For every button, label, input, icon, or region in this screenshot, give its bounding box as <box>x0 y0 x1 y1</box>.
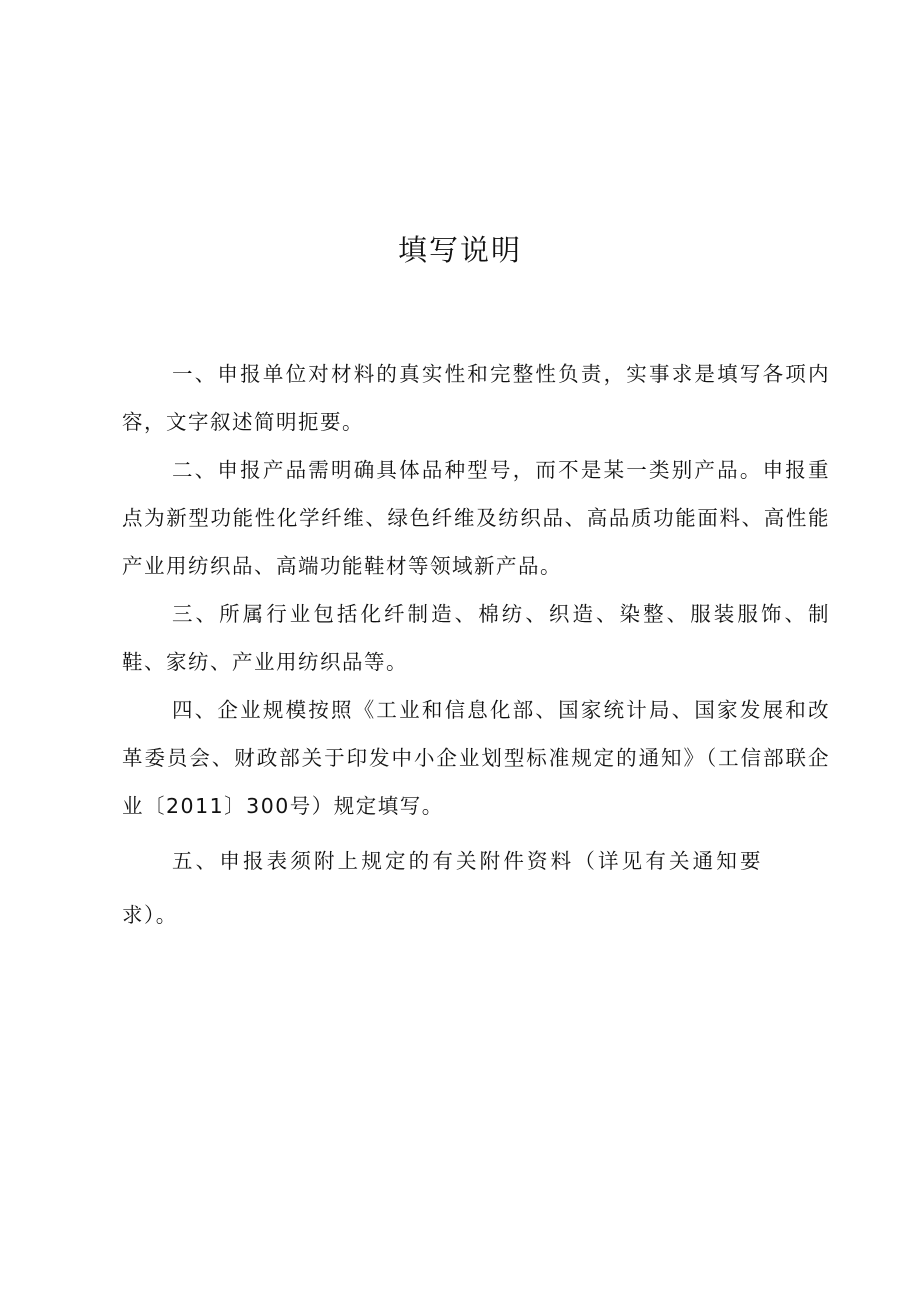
page-title: 填写说明 <box>397 233 522 267</box>
instruction-paragraph-3: 三、所属行业包括化纤制造、棉纺、织造、染整、服装服饰、制鞋、家纺、产业用纺织品等。 <box>122 602 830 674</box>
instruction-paragraph-1: 一、申报单位对材料的真实性和完整性负责，实事求是填写各项内容，文字叙述简明扼要。 <box>122 362 830 434</box>
instruction-paragraph-2: 二、申报产品需明确具体品种型号，而不是某一类别产品。申报重点为新型功能性化学纤维、绿色纤维及纺织品、高品质功能面料、高性能产业用纺织品、高端功能鞋材等领域新产品。 <box>122 458 830 578</box>
instruction-paragraph-5: 五、申报表须附上规定的有关附件资料（详见有关通知要求）。 <box>122 849 762 927</box>
instruction-paragraph-4: 四、企业规模按照《工业和信息化部、国家统计局、国家发展和改革委员会、财政部关于印发中小企业划型标准规定的通知》（工信部联企业〔2011〕300号）规定填写。 <box>122 698 830 818</box>
